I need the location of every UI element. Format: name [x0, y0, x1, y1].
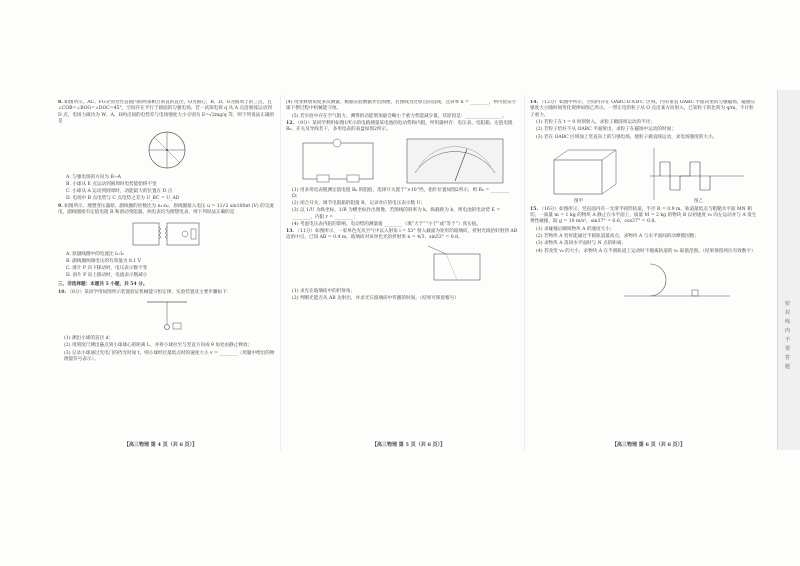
- option-a: A. 原副线圈中的电流比 I₁:I₂: [66, 252, 124, 258]
- glass-block-figure: [426, 244, 496, 286]
- page-divider: [280, 95, 281, 450]
- sub-question: (3) 以 1/U 为纵坐标、1/R 为横坐标作出图像，若图线的斜率为 k，纵截距为 b，则电池的电动势 E = ________，内阻 r = ________；: [292, 208, 501, 220]
- question-14: 14. （12分）如图甲所示，空间内存在 OABC-O′A′B′C′ 区域，内有垂直 OABC 平面向里的匀强磁场，磁感应强度大小随时间变化规律如图乙所示。一带正电的粒子从 O 点沿某方向射入，已知粒子的比荷为 q/m，不计粒子重力。: [530, 100, 756, 118]
- sub-question: (1) 用多用电表粗测定值电阻 R₀ 的阻值，选择开关置于“×10”挡，指针位置如图2所示，则 R₀ = ________ Ω；: [292, 187, 510, 200]
- option-b: B. 小球从 E 点运动到圆周时电势能始终不变: [66, 182, 157, 188]
- question-text: 如图所示，AC、FG分别为竖直圆内的两条相互垂直的直径，O为圆心，B、D、G为圆周上的三点，且∠COB=∠BOG=∠DOC=45°，空间存在平行于圆面的匀强电场。若一试探电荷 q 从 A 点沿圆弧运动到 D 点，电场力做功为 W，A、D两点间的电势差与电场强度大小分别为 E=√2mg/q 等，则下列说法正确的是: [58, 100, 275, 124]
- sub-question: (3) 求物块 A 落回水平面时与 N 点的距离；: [536, 241, 627, 247]
- binding-strip-text: 密 封 线 内 不 要 答 题: [785, 301, 791, 370]
- question-13: 13. （11分）如图所示，一束单色光从空气中以入射角 i = 53° 射入截面为矩形的玻璃砖，折射光线恰好射到 AB 边的中点，已知 AB = 0.4 m，玻璃砖对该单色光的折射率 n = 4/3，sin53° = 0.8。: [286, 228, 518, 241]
- sub-question: (2) 闭合开关，调节电阻箱的阻值 R，记录对应的电压表示数 U；: [292, 201, 426, 207]
- sub-question: (1) 测出小球的直径 d；: [64, 336, 114, 342]
- sub-question: (2) 用刻度尺测出悬点到小球球心的距离 L，并将小球拉至与竖直方向成 θ 角处由静止释放；: [64, 343, 253, 349]
- question-text: 如图所示，理想变压器原、副线圈的匝数比为 n₁:n₂，原线圈接入电压 u = 11√2 sin100πt (V) 的交流电，副线圈接有定值电阻 R 和滑动变阻器，两电表均为理想电表，则下列说法正确的是: [58, 203, 274, 215]
- sub-question: (3) 记录小球通过光电门的挡光时间 t，则小球经过最低点时的速度大小 v = ________（用题中给出的物理量符号表示）。: [64, 350, 275, 362]
- question-11-continued: [286, 100, 518, 113]
- page-footer: 【高三物理 第 6 页（共 6 页）】: [612, 442, 686, 448]
- question-text: （6分）某同学用如图所示装置验证机械能守恒定律，实验装置及主要步骤如下：: [67, 290, 232, 296]
- option-c: C. 滑片 P 向下移动时，电压表示数不变: [66, 266, 148, 272]
- option-a: A. 匀强电场的方向为 B→A: [66, 175, 121, 181]
- question-text: （11分）如图所示，一束单色光从空气中以入射角 i = 53° 射入截面为矩形的玻璃砖，折射光线恰好射到 AB 边的中点，已知 AB = 0.4 m，玻璃砖对该单色光的折射率 n = 4/3，sin53° = 0.8。: [286, 228, 518, 241]
- page-divider: [524, 95, 525, 450]
- question-10: 10. （6分）某同学用如图所示装置验证机械能守恒定律，实验装置及主要步骤如下：: [58, 290, 232, 296]
- exam-page-5: [286, 100, 518, 450]
- option-d: D. 滑片 P 向上移动时，电流表示数减小: [66, 273, 148, 279]
- exam-page-6: [530, 100, 758, 450]
- sub-question: (1) 求碰撞后瞬间物块 A 的速度大小；: [536, 227, 615, 233]
- pendulum-figure: [137, 299, 197, 333]
- question-text: （9分）某同学利用如图1所示的电路测量某电池的电动势和内阻，所用器材有：电压表、电阻箱、定值电阻 R₀、开关及导线若干，多用电表的表盘如图2所示。: [286, 121, 513, 133]
- question-12: 12. （9分）某同学利用如图1所示的电路测量某电池的电动势和内阻，所用器材有：电压表、电阻箱、定值电阻 R₀、开关及导线若干，多用电表的表盘如图2所示。: [286, 121, 513, 133]
- sub-question: (4) 若改变 v₀ 的大小，求物块 A 在半圆轨道上运动时不脱离轨道的 v₀ 取值范围。（结果保留两位有效数字）: [536, 248, 756, 254]
- figure-caption: 图甲: [574, 198, 583, 204]
- magnetic-field-figures: [534, 144, 754, 204]
- circle-field-figure: [137, 128, 197, 172]
- sub-question: (2) 判断光能否从 AB 边射出，并求光在玻璃砖中传播的时间。（结果可保留根号）: [292, 296, 459, 302]
- circuit-and-meter-figure: [297, 137, 507, 185]
- option-b: B. 副线圈两端电压的有效值为 8.1 V: [66, 259, 141, 265]
- option-d: D. 电场中 B 点电势与 C 点电势之差为 U_BC = U_AD: [66, 196, 180, 202]
- page-footer: 【高三物理 第 4 页（共 6 页）】: [124, 442, 198, 448]
- sub-question: (2) 若物块 A 恰好能通过半圆轨道最高点，求物块 A 与水平面间的动摩擦因数；: [536, 234, 699, 240]
- section-heading: 三、非选择题：本题共 5 小题，共 54 分。: [58, 281, 148, 287]
- sub-question: (2) 若粒子恰好不从 OABC 平面射出，求粒子在磁场中运动的时间；: [536, 127, 676, 133]
- exam-page-4: [58, 100, 276, 450]
- track-figure: [620, 258, 740, 306]
- question-15: 15. （16分）如图所示，竖直面内有一光滑半圆形轨道，半径 R = 0.9 m，轨道最低点与粗糙水平面 MN 相切，一质量 m = 1 kg 的物块 A 静止在水平面上，质量 M = 2 kg 的物块 B 以初速度 v₀ 向左运动并与 A 发生弹性碰撞，取 g = 10 m/s²，sin37° = 0.6，cos37° = 0.8。: [530, 206, 757, 225]
- sub-question: (1) 若粒子在 t = 0 时刻射入，求粒子做圆周运动的半径；: [536, 120, 655, 126]
- sub-question: (4) 考虑电压表内阻的影响，电动势的测量值 ________（填“大于”“小于”或“等于”）真实值。: [292, 221, 481, 227]
- question-8: 8. 如图所示，AC、FG分别为竖直圆内的两条相互垂直的直径，O为圆心，B、D、G为圆周上的三点，且∠COB=∠BOG=∠DOC=45°，空间存在平行于圆面的匀强电场。若一试探电荷 q 从 A 点沿圆弧运动到 D 点，电场力做功为 W，A、D两点间的电势差与电场强度大小分别为 E=√2mg/q 等，则下列说法正确的是: [58, 100, 275, 124]
- sub-question: (3) 若在 OABC 区域加上竖直向上的匀强电场，使粒子做直线运动，求电场强度的大小。: [536, 134, 718, 140]
- page-footer: 【高三物理 第 5 页（共 6 页）】: [372, 442, 446, 448]
- question-text: （12分）如图甲所示，空间内存在 OABC-O′A′B′C′ 区域，内有垂直 OABC 平面向里的匀强磁场，磁感应强度大小随时间变化规律如图乙所示。一带正电的粒子从 O 点沿某方向射入，已知粒子的比荷为 q/m，不计粒子重力。: [530, 100, 756, 118]
- question-text: （16分）如图所示，竖直面内有一光滑半圆形轨道，半径 R = 0.9 m，轨道最低点与粗糙水平面 MN 相切，一质量 m = 1 kg 的物块 A 静止在水平面上，质量 M = 2 kg 的物块 B 以初速度 v₀ 向左运动并与 A 发生弹性碰撞，取 g = 10 m/s²，sin37° = 0.6，cos37° = 0.8。: [530, 206, 757, 225]
- binding-strip: [777, 90, 800, 450]
- question-text: (4) 改变释放角度多次测量，根据实验数据作出图像，若图线为过原点的直线，且斜率 k = ________，则可验证小球下摆过程中机械能守恒。: [286, 100, 517, 112]
- option-c: C. 小球从 A 运动到圆周时，动能最大的位置在 D 点: [66, 189, 173, 195]
- transformer-circuit-figure: [127, 219, 207, 249]
- sub-question: (5) 若实验中存在空气阻力，测得的动能增加量会略小于重力势能减少量，其原因是：________________。: [292, 114, 507, 120]
- figure-caption: 图乙: [694, 198, 703, 204]
- question-9: 9. 如图所示，理想变压器原、副线圈的匝数比为 n₁:n₂，原线圈接入电压 u = 11√2 sin100πt (V) 的交流电，副线圈接有定值电阻 R 和滑动变阻器，两电表均为理想电表，则下列说法正确的是: [58, 203, 274, 215]
- sub-question: (1) 求光在玻璃砖中的折射角；: [292, 289, 356, 295]
